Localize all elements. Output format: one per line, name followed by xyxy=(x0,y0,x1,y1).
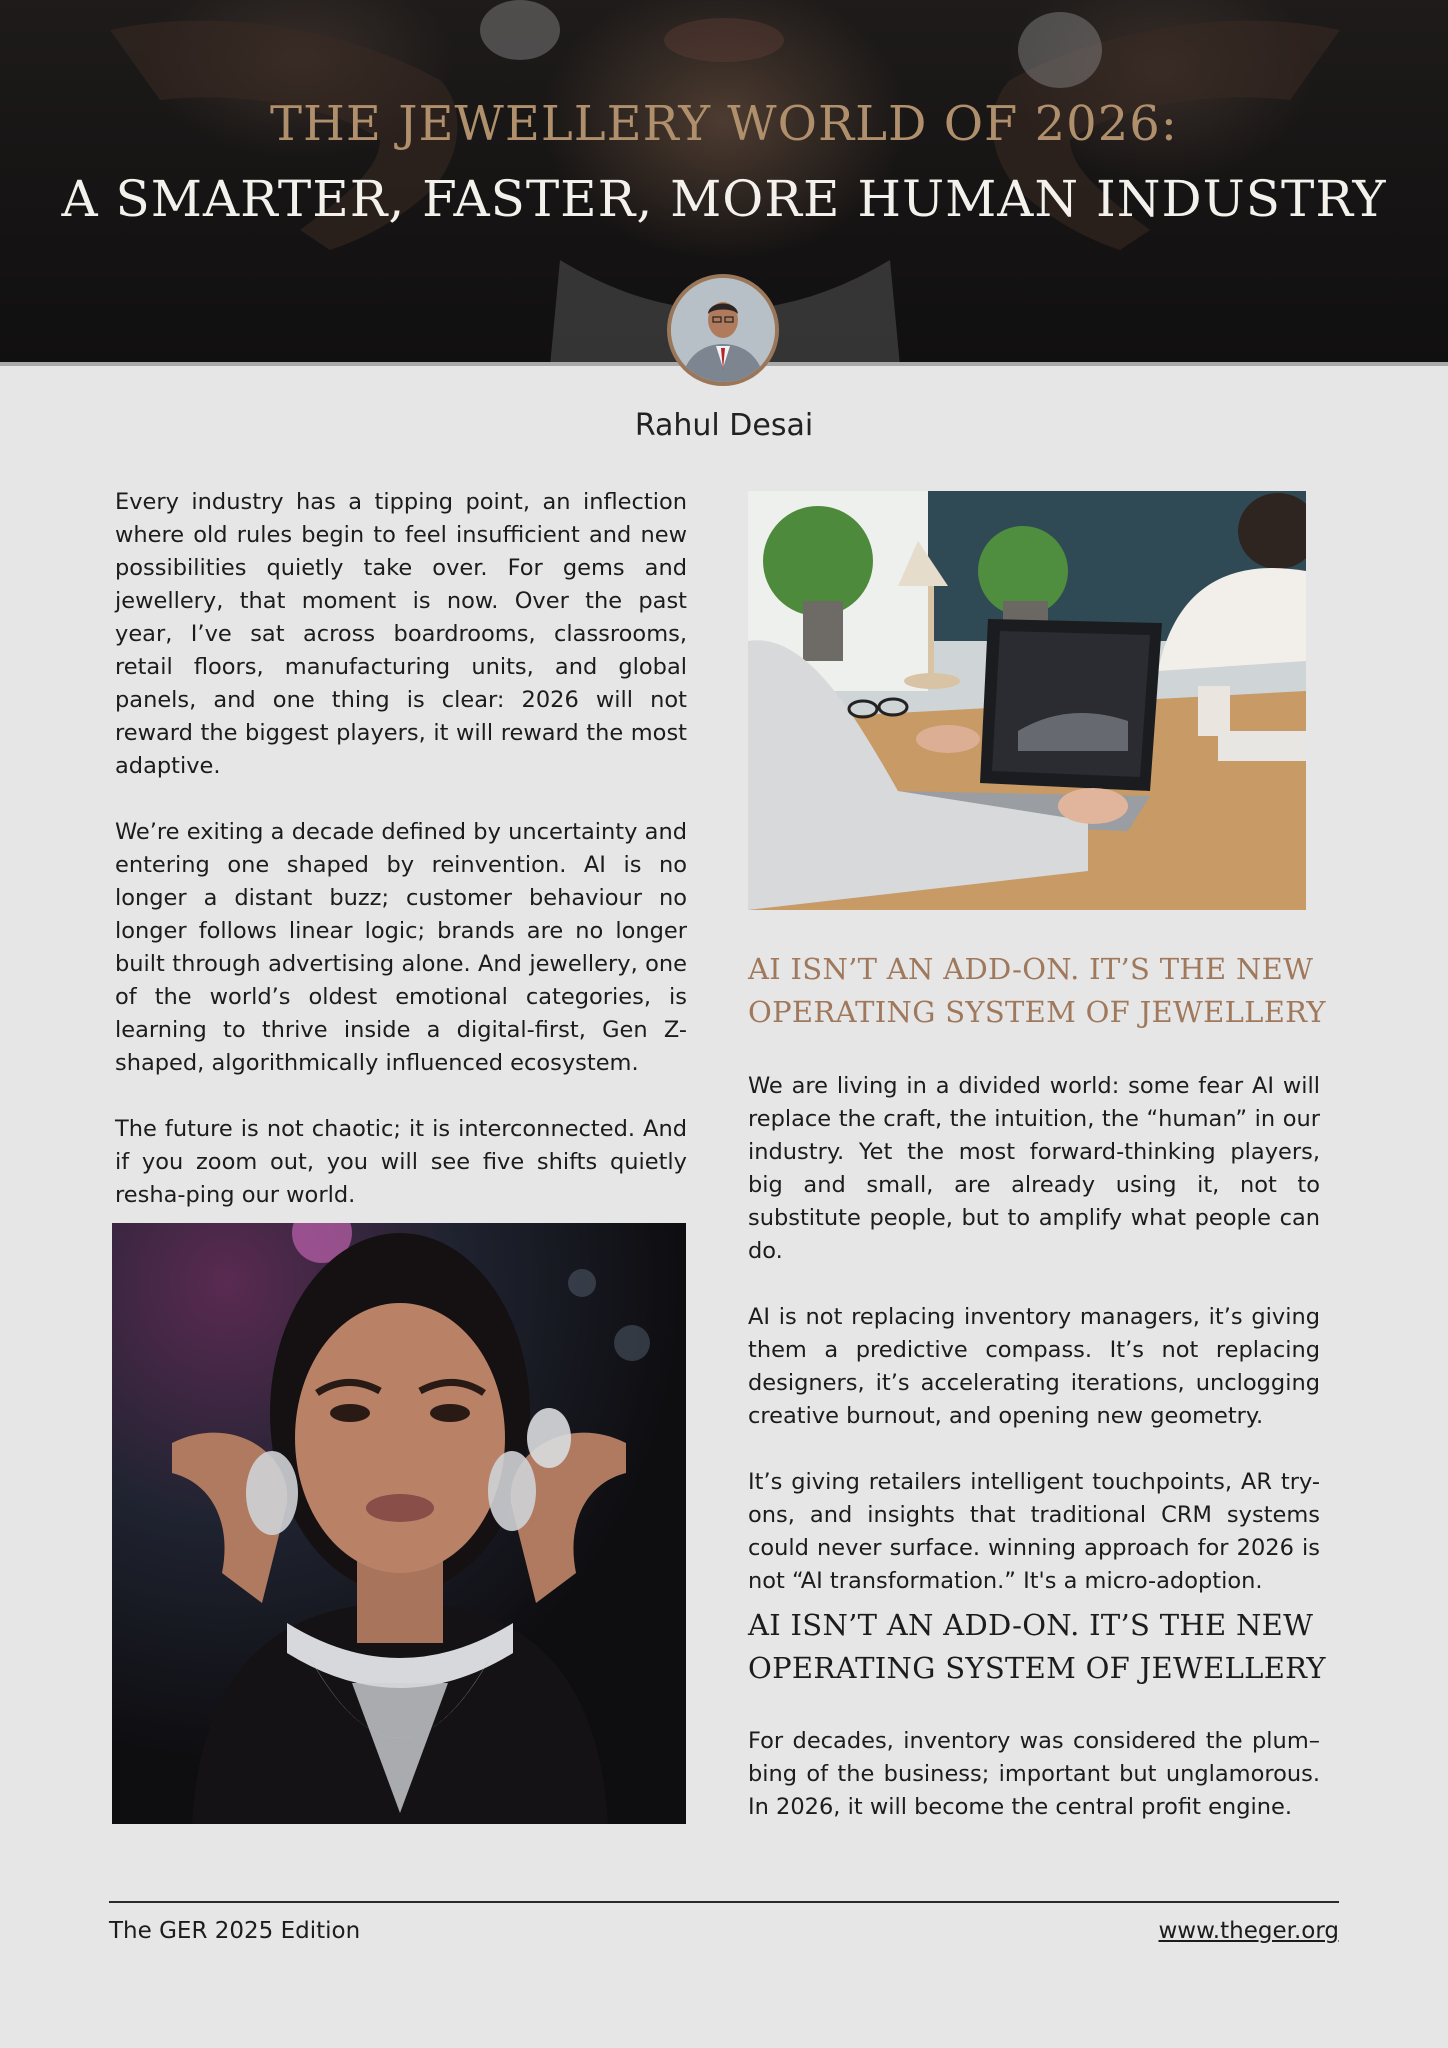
body-paragraph: It’s giving retailers intelligent touchpoints, AR try-ons, and insights that traditional CRM systems could never surface. winning approach for 2026 is not “AI transformation.” It's a micro-adoption. xyxy=(748,1469,1320,1594)
footer-edition: The GER 2025 Edition xyxy=(109,1918,361,1944)
model-photo-image xyxy=(112,1223,686,1824)
body-paragraph: Every industry has a tipping point, an inflection where old rules begin to feel insufficient and new possibilities quietly take over. For gems and jewellery, that moment is now. Over the past year, I’ve sat across boardrooms, classrooms, retail floors, manufacturing units, and global panels, and one thing is clear: 2026 will not reward the biggest players, it will reward the most adaptive. xyxy=(115,489,687,779)
author-name: Rahul Desai xyxy=(634,408,814,443)
footer-website-link[interactable]: www.theger.org xyxy=(1158,1918,1339,1944)
author-portrait-image xyxy=(671,278,775,382)
section-2-body xyxy=(748,1725,1320,1857)
author-avatar xyxy=(667,274,779,386)
title-line-1: THE JEWELLERY WORLD OF 2026: xyxy=(270,96,1178,152)
body-paragraph: We are living in a divided world: some fear AI will replace the craft, the intuition, the “human” in our industry. Yet the most forward-thinking players, big and small, are already using it, not to substitute people, but to amplify what people can do. xyxy=(748,1073,1320,1264)
body-paragraph: We’re exiting a decade defined by uncertainty and entering one shaped by reinvention. AI is no longer a distant buzz; customer behaviour no longer follows linear logic; brands are no longer built through advertising alone. And jewellery, one of the world’s oldest emotional categories, is learning to thrive inside a digital-first, Gen Z-shaped, algorithmically influenced ecosystem. xyxy=(115,819,687,1076)
section-heading-1: AI ISN’T AN ADD-ON. IT’S THE NEW OPERATING SYSTEM OF JEWELLERY xyxy=(748,952,1326,1029)
body-paragraph: AI is not replacing inventory managers, it’s giving them a predictive compass. It’s not replacing designers, it’s accelerating iterations, unclogging creative burnout, and opening new geometry. xyxy=(748,1304,1320,1429)
left-column xyxy=(115,486,687,1245)
model-jewellery-photo xyxy=(112,1223,686,1824)
body-paragraph: The future is not chaotic; it is interconnected. And if you zoom out, you will see five shifts quietly resha-ping our world. xyxy=(115,1116,687,1208)
title-line-2: A SMARTER, FASTER, MORE HUMAN INDUSTRY xyxy=(61,170,1387,228)
section-heading-2: AI ISN’T AN ADD-ON. IT’S THE NEW OPERATING SYSTEM OF JEWELLERY xyxy=(748,1608,1326,1685)
body-paragraph: For decades, inventory was considered the plum–bing of the business; important but unglamorous. In 2026, it will become the central profit engine. xyxy=(748,1728,1320,1820)
footer-divider xyxy=(109,1901,1339,1903)
office-laptop-photo xyxy=(748,491,1306,910)
laptop-photo-image xyxy=(748,491,1306,910)
section-1-body xyxy=(748,1070,1320,1631)
